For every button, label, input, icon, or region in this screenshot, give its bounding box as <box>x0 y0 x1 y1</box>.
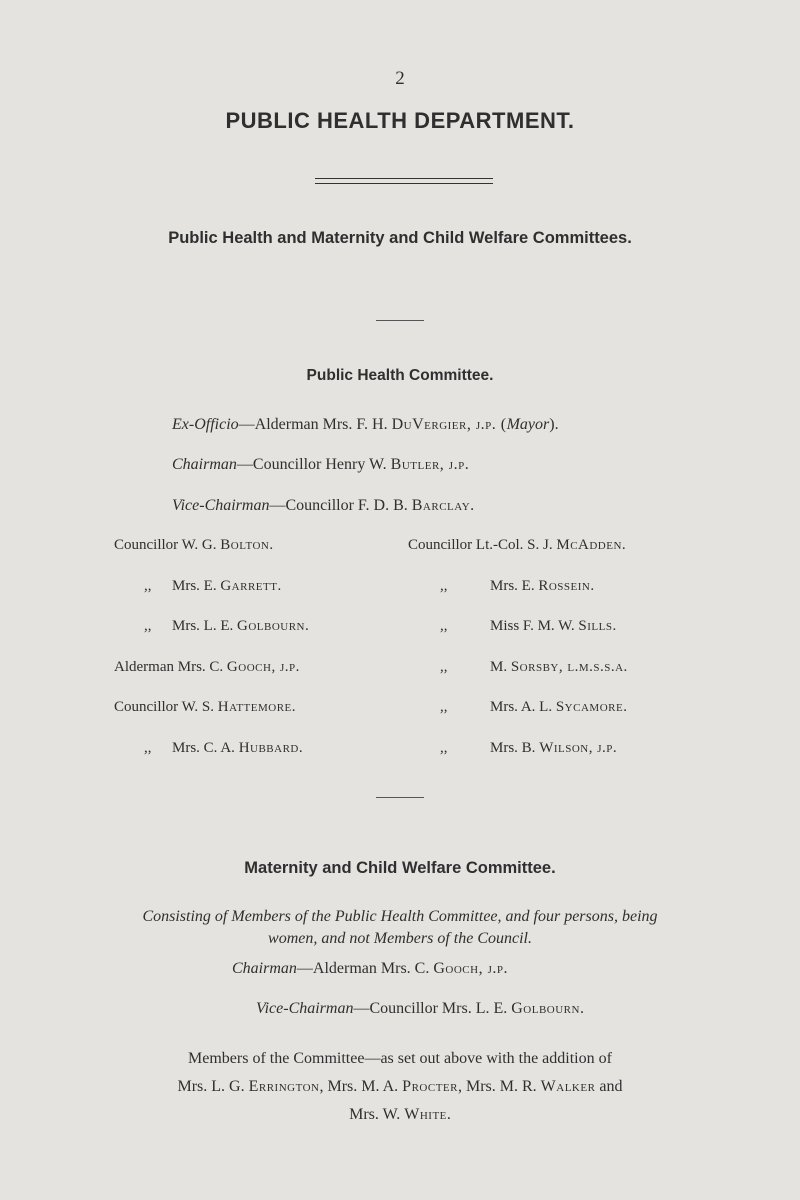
member-row: ,, Miss F. M. W. Sills. <box>440 618 617 634</box>
member-name: Golbourn <box>511 1000 580 1017</box>
member-name: Garrett <box>220 578 278 594</box>
member-row: Councillor Lt.-Col. S. J. McAdden. <box>408 537 626 553</box>
member-name: Barclay <box>411 497 471 514</box>
page-title: PUBLIC HEALTH DEPARTMENT. <box>225 108 575 133</box>
additional-members-paragraph: Members of the Committee—as set out above with the addition of Mrs. L. G. Errington, Mrs. M. A. Procter, Mrs. M. R. Walker and Mrs. W. White. <box>177 1050 623 1123</box>
member-name: Golbourn <box>237 618 306 634</box>
member-row: ,, Mrs. L. E. Golbourn. <box>144 618 309 634</box>
member-row: Alderman Mrs. C. Gooch, j.p. <box>114 659 300 675</box>
member-row: ,, Mrs. E. Rossein. <box>440 578 595 594</box>
maternity-vice-chairman-line: Vice-Chairman—Councillor Mrs. L. E. Golbourn. <box>256 1000 584 1017</box>
committee-composition-note: Consisting of Members of the Public Health Committee, and four persons, being women, and not Members of the Council. <box>142 908 658 947</box>
member-row: Councillor W. G. Bolton. <box>114 537 274 553</box>
member-row: ,, Mrs. E. Garrett. <box>144 578 282 594</box>
short-rule-divider <box>376 320 424 321</box>
double-rule-divider <box>315 178 493 184</box>
member-name: Sorsby <box>510 659 559 675</box>
vice-chairman-line: Vice-Chairman—Councillor F. D. B. Barclay. <box>172 497 475 514</box>
member-name: Sills <box>578 618 613 634</box>
member-name: Walker <box>540 1078 596 1095</box>
role-label: Ex-Officio <box>172 416 239 433</box>
member-row: ,, M. Sorsby, l.m.s.s.a. <box>440 659 628 675</box>
member-name: Butler <box>390 456 440 473</box>
member-name: Errington <box>248 1078 320 1095</box>
member-name: Hubbard <box>238 740 299 756</box>
maternity-committee-heading: Maternity and Child Welfare Committee. <box>244 859 556 877</box>
short-rule-divider <box>376 797 424 798</box>
maternity-chairman-line: Chairman—Alderman Mrs. C. Gooch, j.p. <box>232 960 508 977</box>
role-label: Vice-Chairman <box>256 1000 354 1017</box>
member-name: DuVergier <box>391 416 467 433</box>
member-row: Councillor W. S. Hattemore. <box>114 699 296 715</box>
public-health-committee-heading: Public Health Committee. <box>306 367 494 384</box>
member-row: ,, Mrs. B. Wilson, j.p. <box>440 740 618 756</box>
member-name: McAdden <box>556 537 622 553</box>
ex-officio-line: Ex-Officio—Alderman Mrs. F. H. DuVergier, j.p. (Mayor). <box>172 416 559 433</box>
member-name: Sycamore <box>555 699 624 715</box>
chairman-line: Chairman—Councillor Henry W. Butler, j.p. <box>172 456 470 473</box>
member-name: Gooch <box>226 659 272 675</box>
role-label: Chairman <box>172 456 237 473</box>
member-row: ,, Mrs. A. L. Sycamore. <box>440 699 627 715</box>
member-name: Rossein <box>538 578 591 594</box>
member-name: Wilson <box>539 740 589 756</box>
committees-heading: Public Health and Maternity and Child Welfare Committees. <box>168 229 632 247</box>
member-name: White <box>404 1106 447 1123</box>
member-name: Hattemore <box>217 699 292 715</box>
member-name: Gooch <box>433 960 479 977</box>
member-name: Procter <box>402 1078 458 1095</box>
role-label: Vice-Chairman <box>172 497 270 514</box>
role-label: Chairman <box>232 960 297 977</box>
member-name: Bolton <box>220 537 270 553</box>
page-number: 2 <box>395 68 405 89</box>
member-row: ,, Mrs. C. A. Hubbard. <box>144 740 303 756</box>
